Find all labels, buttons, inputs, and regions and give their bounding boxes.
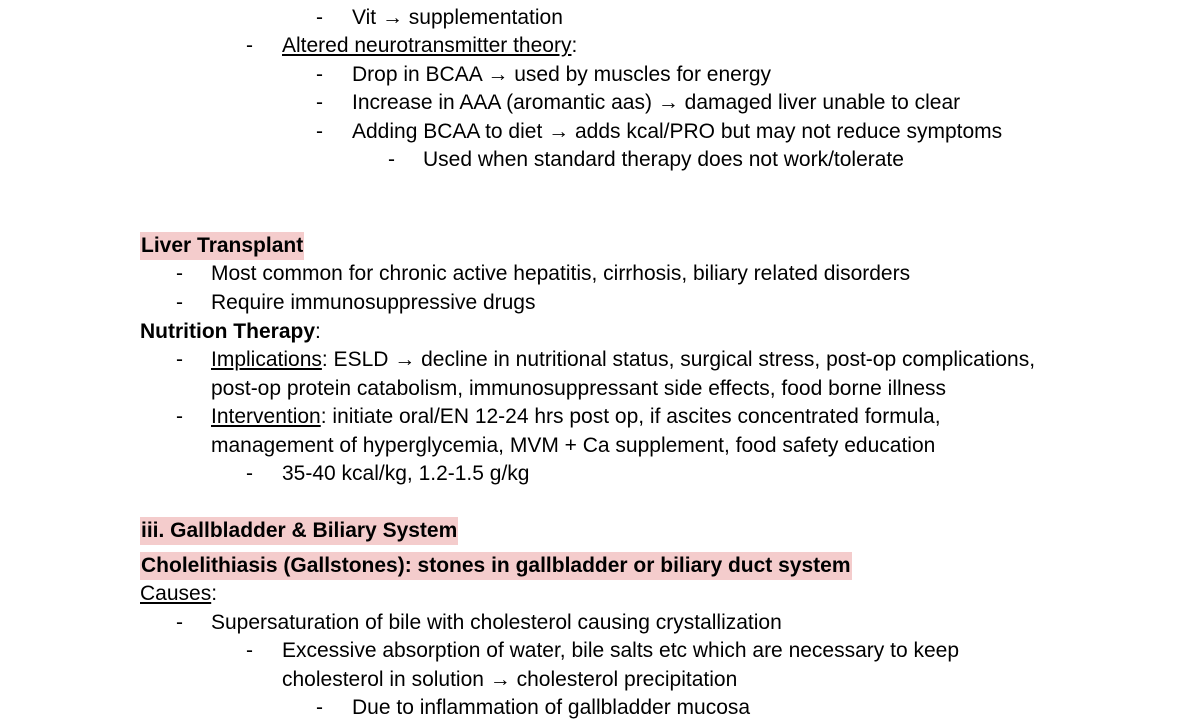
- heading-cholelithiasis: Cholelithiasis (Gallstones): stones in gallbladder or biliary duct system: [140, 552, 852, 580]
- label-suffix: : ESLD → decline in nutritional status, surgical stress, post-op complications,: [321, 348, 1036, 371]
- underlined-label: Causes: [140, 582, 212, 605]
- list-item-text: Require immunosuppressive drugs: [211, 291, 536, 314]
- bullet-dash: -: [316, 120, 323, 143]
- list-item: [0, 460, 1200, 488]
- subheading: [0, 580, 1200, 608]
- list-item-text: Excessive absorption of water, bile salts etc which are necessary to keep: [282, 639, 960, 662]
- bullet-dash: -: [316, 63, 323, 86]
- list-item-text: [282, 32, 577, 60]
- list-item: [0, 146, 1200, 174]
- bullet-dash: -: [176, 611, 183, 634]
- list-item: [0, 4, 1200, 32]
- section-heading: [0, 552, 1200, 580]
- list-item: [0, 694, 1200, 722]
- underlined-label: Intervention: [211, 405, 321, 428]
- list-item: [0, 637, 1200, 665]
- list-item: [0, 118, 1200, 146]
- list-item-text: Adding BCAA to diet → adds kcal/PRO but may not reduce symptoms: [352, 120, 1003, 143]
- list-item: [0, 403, 1200, 431]
- bullet-dash: -: [316, 6, 323, 29]
- list-item-continuation: [0, 375, 1200, 403]
- list-item-text: Due to inflammation of gallbladder mucosa: [352, 696, 751, 719]
- list-item-text: Supersaturation of bile with cholesterol causing crystallization: [211, 611, 782, 634]
- bullet-dash: -: [246, 462, 253, 485]
- list-item: [0, 609, 1200, 637]
- label-suffix: : initiate oral/EN 12-24 hrs post op, if ascites concentrated formula,: [320, 405, 941, 428]
- label-suffix: :: [211, 582, 218, 605]
- bullet-dash: -: [176, 405, 183, 428]
- label-suffix: :: [315, 320, 321, 343]
- list-item-text: Used when standard therapy does not work/tolerate: [423, 148, 904, 171]
- list-item: [0, 61, 1200, 89]
- underlined-label: Implications: [211, 348, 322, 371]
- bullet-dash: -: [388, 148, 395, 171]
- bullet-dash: -: [176, 291, 183, 314]
- list-item-text: Increase in AAA (aromantic aas) → damaged liver unable to clear: [352, 91, 961, 114]
- list-item-text: Vit → supplementation: [352, 6, 563, 29]
- subheading-nutrition-therapy: [140, 318, 321, 346]
- bullet-dash: -: [176, 262, 183, 285]
- list-item: [0, 32, 1200, 60]
- section-heading: [0, 232, 1200, 260]
- list-item: [0, 289, 1200, 317]
- list-item-text: post-op protein catabolism, immunosuppressant side effects, food borne illness: [211, 377, 947, 400]
- bullet-dash: -: [246, 34, 253, 57]
- list-item-continuation: [0, 666, 1200, 694]
- label-suffix: :: [571, 34, 578, 57]
- list-item-text: [211, 346, 1035, 374]
- section-heading: [0, 517, 1200, 545]
- list-item: [0, 260, 1200, 288]
- heading-liver-transplant: Liver Transplant: [140, 232, 304, 260]
- list-item-text: [211, 403, 941, 431]
- list-item-text: Most common for chronic active hepatitis, cirrhosis, biliary related disorders: [211, 262, 911, 285]
- subheading: [0, 318, 1200, 346]
- list-item-text: management of hyperglycemia, MVM + Ca supplement, food safety education: [211, 434, 936, 457]
- underlined-label: Altered neurotransmitter theory: [282, 34, 572, 57]
- list-item-text: Drop in BCAA → used by muscles for energy: [352, 63, 772, 86]
- list-item-text: cholesterol in solution → cholesterol precipitation: [282, 668, 738, 691]
- bullet-dash: -: [316, 696, 323, 719]
- list-item-text: 35-40 kcal/kg, 1.2-1.5 g/kg: [282, 462, 530, 485]
- heading-gallbladder: iii. Gallbladder & Biliary System: [140, 517, 458, 545]
- bullet-dash: -: [176, 348, 183, 371]
- list-item-continuation: [0, 432, 1200, 460]
- bullet-dash: -: [316, 91, 323, 114]
- subheading-causes: [140, 580, 217, 608]
- subheading-bold: Nutrition Therapy: [140, 320, 316, 343]
- list-item: [0, 89, 1200, 117]
- list-item: [0, 346, 1200, 374]
- bullet-dash: -: [246, 639, 253, 662]
